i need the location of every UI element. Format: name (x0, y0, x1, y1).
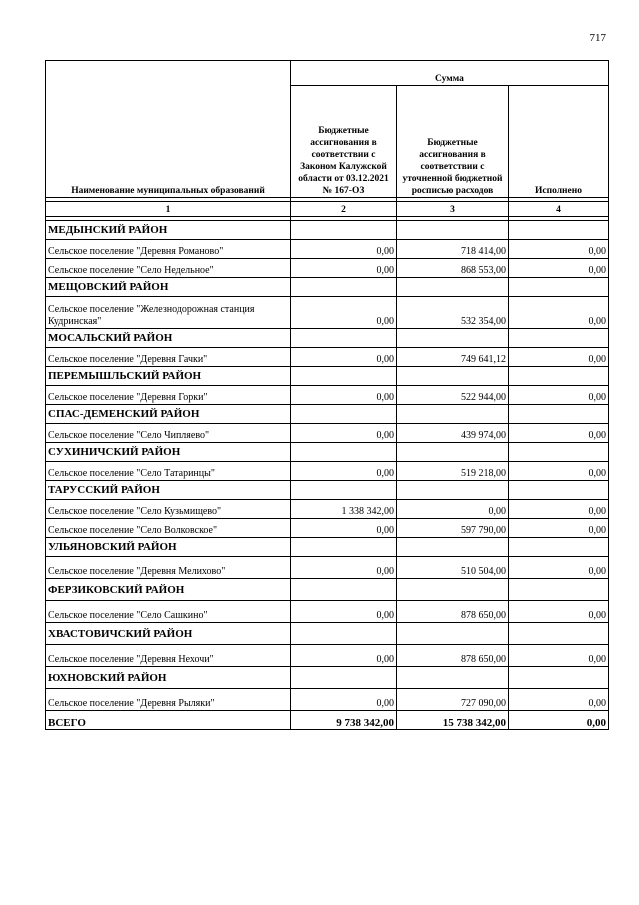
value-law: 0,00 (291, 348, 397, 367)
value-law: 1 338 342,00 (291, 500, 397, 519)
column-number: 2 (291, 202, 397, 217)
value-executed: 0,00 (509, 386, 609, 405)
value-refined: 749 641,12 (397, 348, 509, 367)
column-number: 3 (397, 202, 509, 217)
settlement-name: Сельское поселение "Село Сашкино" (46, 601, 291, 623)
settlement-row (46, 348, 609, 367)
value-executed: 0,00 (509, 689, 609, 711)
empty-cell (291, 278, 397, 297)
header-name: Наименование муниципальных образований (46, 61, 291, 198)
header-col2: Бюджетные ассигнования в соответствии с Законом Калужской области от 03.12.2021 № 167-ОЗ (291, 86, 397, 198)
settlement-name: Сельское поселение "Деревня Горки" (46, 386, 291, 405)
empty-cell (509, 443, 609, 462)
header-col4: Исполнено (509, 86, 609, 198)
district-row (46, 367, 609, 386)
empty-cell (291, 538, 397, 557)
district-row (46, 221, 609, 240)
budget-table (45, 60, 609, 730)
empty-cell (509, 329, 609, 348)
empty-cell (291, 329, 397, 348)
empty-cell (509, 367, 609, 386)
empty-cell (291, 221, 397, 240)
district-row (46, 405, 609, 424)
settlement-name: Сельское поселение "Село Чипляево" (46, 424, 291, 443)
value-executed: 0,00 (509, 645, 609, 667)
column-number-row (46, 202, 609, 217)
settlement-name: Сельское поселение "Деревня Рыляки" (46, 689, 291, 711)
value-refined: 878 650,00 (397, 645, 509, 667)
empty-cell (509, 623, 609, 645)
value-executed: 0,00 (509, 259, 609, 278)
value-law: 0,00 (291, 557, 397, 579)
value-refined: 727 090,00 (397, 689, 509, 711)
district-row (46, 481, 609, 500)
value-executed: 0,00 (509, 240, 609, 259)
total-row (46, 711, 609, 730)
settlement-row (46, 500, 609, 519)
settlement-row (46, 645, 609, 667)
value-law: 0,00 (291, 601, 397, 623)
value-refined: 439 974,00 (397, 424, 509, 443)
value-law: 0,00 (291, 689, 397, 711)
district-name: СУХИНИЧСКИЙ РАЙОН (46, 443, 291, 462)
empty-cell (397, 579, 509, 601)
settlement-name: Сельское поселение "Деревня Романово" (46, 240, 291, 259)
value-refined: 522 944,00 (397, 386, 509, 405)
page-number: 717 (589, 32, 606, 44)
value-refined: 0,00 (397, 500, 509, 519)
value-refined: 519 218,00 (397, 462, 509, 481)
district-name: ЮХНОВСКИЙ РАЙОН (46, 667, 291, 689)
settlement-name: Сельское поселение "Деревня Мелихово" (46, 557, 291, 579)
empty-cell (397, 329, 509, 348)
total-value-refined: 15 738 342,00 (397, 711, 509, 730)
empty-cell (397, 667, 509, 689)
settlement-name: Сельское поселение "Село Кузьмищево" (46, 500, 291, 519)
district-name: МОСАЛЬСКИЙ РАЙОН (46, 329, 291, 348)
empty-cell (397, 221, 509, 240)
district-row (46, 278, 609, 297)
district-row (46, 667, 609, 689)
district-row (46, 443, 609, 462)
value-refined: 718 414,00 (397, 240, 509, 259)
value-executed: 0,00 (509, 500, 609, 519)
total-value-law: 9 738 342,00 (291, 711, 397, 730)
value-refined: 510 504,00 (397, 557, 509, 579)
settlement-row (46, 424, 609, 443)
settlement-name: Сельское поселение "Деревня Нехочи" (46, 645, 291, 667)
value-executed: 0,00 (509, 557, 609, 579)
settlement-row (46, 689, 609, 711)
header-sum: Сумма (291, 61, 609, 86)
empty-cell (509, 667, 609, 689)
settlement-row (46, 557, 609, 579)
empty-cell (397, 278, 509, 297)
value-executed: 0,00 (509, 424, 609, 443)
empty-cell (509, 221, 609, 240)
settlement-row (46, 386, 609, 405)
empty-cell (291, 367, 397, 386)
value-executed: 0,00 (509, 519, 609, 538)
district-name: МЕДЫНСКИЙ РАЙОН (46, 221, 291, 240)
empty-cell (291, 443, 397, 462)
empty-cell (291, 405, 397, 424)
district-row (46, 329, 609, 348)
empty-cell (397, 623, 509, 645)
settlement-row (46, 240, 609, 259)
empty-cell (397, 481, 509, 500)
value-law: 0,00 (291, 240, 397, 259)
empty-cell (397, 405, 509, 424)
empty-cell (509, 278, 609, 297)
district-row (46, 538, 609, 557)
value-law: 0,00 (291, 519, 397, 538)
value-law: 0,00 (291, 386, 397, 405)
district-name: МЕЩОВСКИЙ РАЙОН (46, 278, 291, 297)
settlement-name: Сельское поселение "Деревня Гачки" (46, 348, 291, 367)
district-row (46, 579, 609, 601)
value-executed: 0,00 (509, 601, 609, 623)
settlement-row (46, 519, 609, 538)
district-name: ФЕРЗИКОВСКИЙ РАЙОН (46, 579, 291, 601)
settlement-name: Сельское поселение "Село Татаринцы" (46, 462, 291, 481)
settlement-name: Сельское поселение "Село Волковское" (46, 519, 291, 538)
settlement-row (46, 601, 609, 623)
district-row (46, 623, 609, 645)
empty-cell (509, 481, 609, 500)
empty-cell (509, 538, 609, 557)
empty-cell (291, 623, 397, 645)
empty-cell (291, 579, 397, 601)
settlement-name: Сельское поселение "Село Недельное" (46, 259, 291, 278)
column-number: 4 (509, 202, 609, 217)
value-refined: 868 553,00 (397, 259, 509, 278)
empty-cell (291, 667, 397, 689)
value-law: 0,00 (291, 462, 397, 481)
empty-cell (291, 481, 397, 500)
district-name: ХВАСТОВИЧСКИЙ РАЙОН (46, 623, 291, 645)
value-law: 0,00 (291, 645, 397, 667)
empty-cell (397, 367, 509, 386)
total-value-executed: 0,00 (509, 711, 609, 730)
settlement-name: Сельское поселение "Железнодорожная станция Кудринская" (46, 297, 291, 329)
total-label: ВСЕГО (46, 711, 291, 730)
district-name: УЛЬЯНОВСКИЙ РАЙОН (46, 538, 291, 557)
header-col3: Бюджетные ассигнования в соответствии с уточненной бюджетной росписью расходов (397, 86, 509, 198)
empty-cell (509, 405, 609, 424)
settlement-row (46, 259, 609, 278)
value-refined: 597 790,00 (397, 519, 509, 538)
district-name: ПЕРЕМЫШЛЬСКИЙ РАЙОН (46, 367, 291, 386)
settlement-row (46, 297, 609, 329)
value-law: 0,00 (291, 259, 397, 278)
district-name: ТАРУССКИЙ РАЙОН (46, 481, 291, 500)
value-executed: 0,00 (509, 462, 609, 481)
empty-cell (509, 579, 609, 601)
value-law: 0,00 (291, 424, 397, 443)
empty-cell (397, 443, 509, 462)
column-number: 1 (46, 202, 291, 217)
value-executed: 0,00 (509, 297, 609, 329)
value-refined: 878 650,00 (397, 601, 509, 623)
empty-cell (397, 538, 509, 557)
table-body (46, 221, 609, 711)
value-executed: 0,00 (509, 348, 609, 367)
district-name: СПАС-ДЕМЕНСКИЙ РАЙОН (46, 405, 291, 424)
settlement-row (46, 462, 609, 481)
value-refined: 532 354,00 (397, 297, 509, 329)
value-law: 0,00 (291, 297, 397, 329)
